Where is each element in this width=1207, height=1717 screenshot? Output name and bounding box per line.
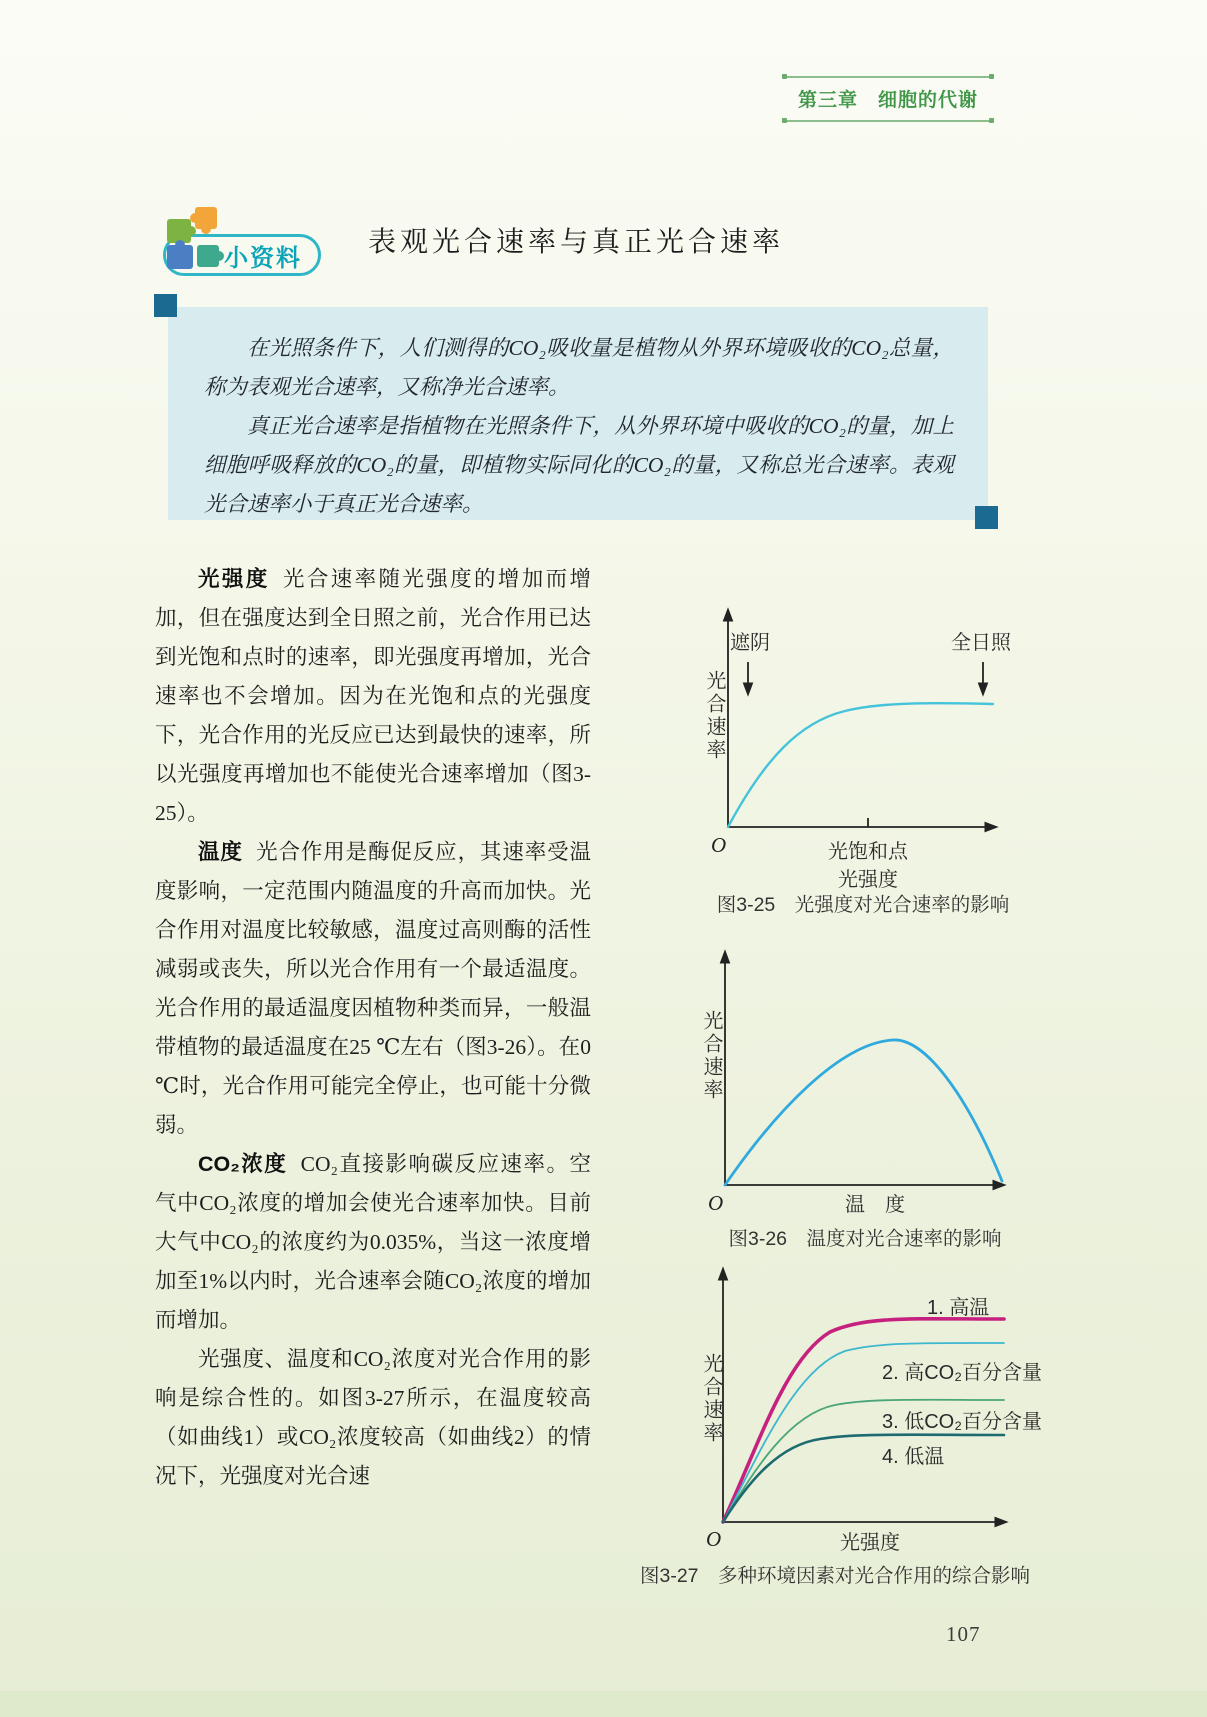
figure-caption: 图3-26 温度对光合速率的影响	[728, 1228, 1002, 1250]
paragraph-combined-factors	[155, 1340, 591, 1496]
info-box-corner-bottom-right	[975, 506, 998, 529]
header-rule-bottom	[785, 120, 991, 122]
figure-3-26-plot	[620, 930, 1015, 1220]
temperature-response-curve	[725, 1040, 1002, 1185]
paragraph-co2-concentration	[155, 1145, 591, 1340]
figure-3-25-plot	[620, 550, 1015, 880]
annotation-shade: 遮阴	[730, 632, 770, 654]
paragraph-temperature	[155, 833, 591, 1145]
figure-3-27	[620, 1255, 1042, 1600]
figure-3-25	[620, 550, 1015, 920]
origin-label: O	[708, 1191, 724, 1215]
y-axis-label: 光合速率	[703, 670, 725, 762]
sidebar-badge	[155, 203, 345, 283]
figure-caption: 图3-27 多种环境因素对光合作用的综合影响	[639, 1565, 1031, 1587]
puzzle-icon	[165, 205, 227, 271]
paragraph-light-intensity	[155, 560, 591, 833]
y-axis-label: 光合速率	[700, 1010, 722, 1102]
figure-caption: 图3-25 光强度对光合速率的影响	[716, 894, 1010, 916]
x-axis-label: 温 度	[845, 1194, 905, 1216]
info-box	[168, 307, 988, 520]
figure-3-26	[620, 930, 1015, 1255]
paragraph-lead: CO₂浓度	[198, 1152, 288, 1176]
badge-label: 小资料	[224, 244, 302, 272]
y-axis-label: 光合速率	[700, 1353, 722, 1445]
info-paragraph: 在光照条件下，人们测得的CO₂吸收量是植物从外界环境吸收的CO₂总量，称为表观光合速率，又称净光合速率。	[204, 336, 954, 399]
info-box-corner-top-left	[154, 294, 177, 317]
curve-low-temperature	[723, 1435, 1004, 1522]
paragraph-body: 光合作用是酶促反应，其速率受温度影响，一定范围内随温度的升高而加快。光合作用对温度比较敏感，温度过高则酶的活性减弱或丧失，所以光合作用有一个最适温度。光合作用的最适温度因植物种类而异，一般温带植物的最适温度在25 ℃左右（图3-26）。在0 ℃时，光合作用可能完全停止，也可能十分微弱。	[155, 840, 591, 1137]
photosynthesis-rate-curve	[728, 703, 993, 827]
paragraph-body: CO₂直接影响碳反应速率。空气中CO₂浓度的增加会使光合速率加快。目前大气中CO₂的浓度约为0.035%，当这一浓度增加至1%以内时，光合速率会随CO₂浓度的增加而增加。	[155, 1152, 591, 1332]
paragraph-lead: 光强度	[198, 567, 270, 591]
header-rule-top	[785, 76, 991, 78]
paragraph-body: 光强度、温度和CO₂浓度对光合作用的影响是综合性的。如图3-27所示，在温度较高（如曲线1）或CO₂浓度较高（如曲线2）的情况下，光强度对光合速	[155, 1347, 591, 1488]
chapter-header	[785, 76, 991, 122]
footer-band	[0, 1691, 1207, 1717]
series-label-low-co2: 3. 低CO₂百分含量	[882, 1411, 1042, 1433]
origin-label: O	[706, 1527, 722, 1551]
chapter-title: 第三章 细胞的代谢	[797, 90, 978, 111]
origin-label: O	[711, 833, 727, 857]
series-label-high-temp: 1. 高温	[927, 1297, 990, 1319]
page-number: 107	[946, 1622, 981, 1646]
series-label-high-co2: 2. 高CO₂百分含量	[882, 1362, 1042, 1384]
info-paragraph: 真正光合速率是指植物在光照条件下，从外界环境中吸收的CO₂的量，加上细胞呼吸释放的CO₂的量，即植物实际同化的CO₂的量，又称总光合速率。表观光合速率小于真正光合速率。	[204, 414, 954, 516]
x-axis-label: 光强度	[838, 869, 898, 891]
article-text	[155, 560, 591, 1496]
series-label-low-temp: 4. 低温	[882, 1446, 945, 1468]
paragraph-body: 光合速率随光强度的增加而增加，但在强度达到全日照之前，光合作用已达到光饱和点时的速率，即光强度再增加，光合速率也不会增加。因为在光饱和点的光强度下，光合作用的光反应已达到最快的速率，所以光强度再增加也不能使光合速率增加（图3-25）。	[155, 567, 591, 825]
paragraph-lead: 温度	[198, 840, 243, 864]
section-title: 表观光合速率与真正光合速率	[368, 227, 785, 258]
x-axis-label: 光强度	[840, 1532, 900, 1554]
annotation-full-sunlight: 全日照	[951, 632, 1011, 654]
x-tick-label: 光饱和点	[828, 841, 908, 863]
